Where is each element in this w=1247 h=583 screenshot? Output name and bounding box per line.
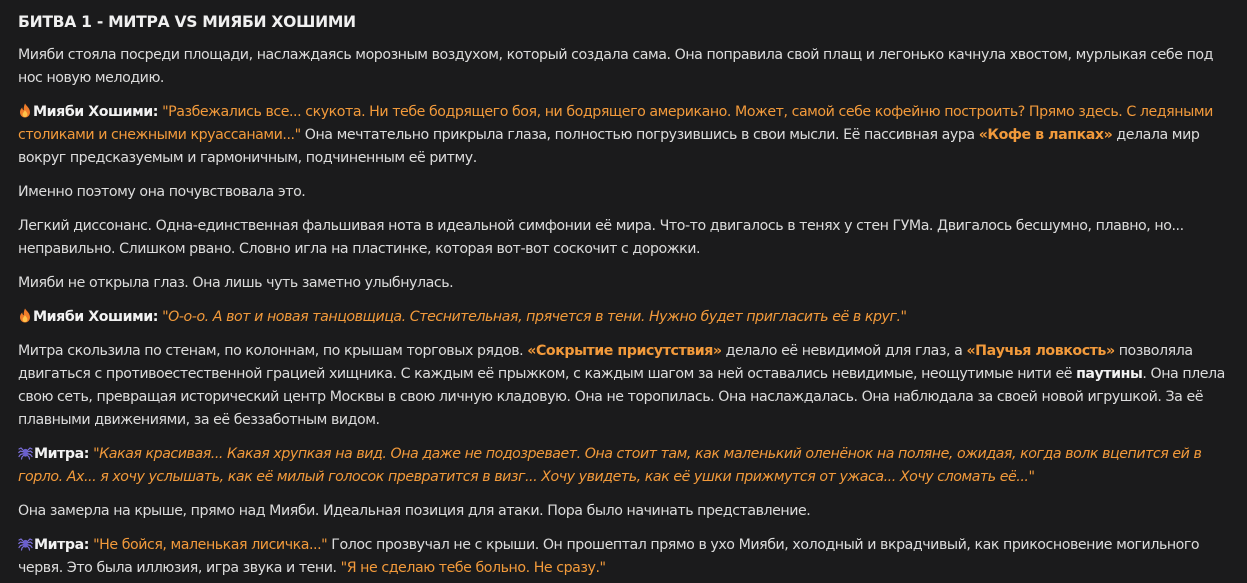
narration-text: позволяла двигаться с противоестественной грацией хищника. С каждым её прыжком, с каждым шагом за ней оставались невидимые, неощутимые нити её xyxy=(18,343,1193,382)
paragraph-9: Она замерла на крыше, прямо над Мияби. Идеальная позиция для атаки. Пора было начинать представление. xyxy=(18,503,811,519)
spider-icon xyxy=(18,534,33,557)
narration-text: Митра скользила по стенам, по колоннам, по крышам торговых рядов. xyxy=(18,343,528,359)
paragraph-8 xyxy=(18,443,1233,489)
dialogue-quote: "Не бойся, маленькая лисичка..." xyxy=(93,537,328,553)
dialogue-quote: "Я не сделаю тебе больно. Не сразу." xyxy=(340,560,606,576)
speaker-name: Мияби Хошими: xyxy=(33,104,159,120)
dialogue-quote: "О-о-о. А вот и новая танцовщица. Стеснительная, прячется в тени. Нужно будет пригласить её в круг." xyxy=(162,309,907,325)
paragraph-4: Легкий диссонанс. Одна-единственная фальшивая нота в идеальной симфонии её мира. Что-то двигалось в тенях у стен ГУМа. Двигалось бесшумно, плавно, но... неправильно. Слишком рвано. Словно игла на пластинке, которая вот-вот соскочит с дорожки. xyxy=(18,218,1184,257)
speaker-name: Митра: xyxy=(34,537,89,553)
paragraph-10 xyxy=(18,534,1233,580)
narration-text: Голос прозвучал не с крыши. Он прошептал прямо в ухо Мияби, холодный и вкрадчивый, как прикосновение могильного червя. Это была иллюзия, игра звука и тени. xyxy=(18,537,1200,576)
spider-icon xyxy=(18,443,33,466)
skill-name: «Сокрытие присутствия» xyxy=(527,343,722,359)
fire-icon xyxy=(18,101,32,124)
skill-name: «Кофе в лапках» xyxy=(978,127,1113,143)
narration-text: делало её невидимой для глаз, а xyxy=(721,343,967,359)
narration-text: делала мир вокруг предсказуемым и гармоничным, подчиненным её ритму. xyxy=(18,127,1200,166)
dialogue-quote: "Разбежались все... скукота. Ни тебе бодрящего боя, ни бодрящего американо. Может, самой себе кофейню построить? Прямо здесь. С ледяными столиками и снежными круассанами..." xyxy=(18,104,1213,143)
page-title: БИТВА 1 - МИТРА VS МИЯБИ ХОШИМИ xyxy=(18,13,356,31)
narration-text: Она мечтательно прикрыла глаза, полностью погрузившись в свои мысли. Её пассивная аура xyxy=(300,127,979,143)
paragraph-3: Именно поэтому она почувствовала это. xyxy=(18,184,306,200)
paragraph-6 xyxy=(18,306,1233,329)
dialogue-quote: "Какая красивая... Какая хрупкая на вид. Она даже не подозревает. Она стоит там, как маленький оленёнок на поляне, ожидая, когда волк вцепится ей в горло. Ах... я хочу услышать, как её милый голосок превратится в визг... Хочу увидеть, как её ушки прижмутся от ужаса... Хочу сломать её..." xyxy=(18,446,1202,485)
speaker-name: Мияби Хошими: xyxy=(33,309,159,325)
fire-icon xyxy=(18,306,32,329)
paragraph-5: Мияби не открыла глаз. Она лишь чуть заметно улыбнулась. xyxy=(18,275,454,291)
skill-name: «Паучья ловкость» xyxy=(966,343,1115,359)
paragraph-2 xyxy=(18,101,1233,170)
paragraph-7 xyxy=(18,340,1233,432)
speaker-name: Митра: xyxy=(34,446,89,462)
narration-text: . Она плела свою сеть, превращая исторический центр Москвы в свою личную кладовую. Она не торопилась. Она наслаждалась. Она наблюдала за своей новой игрушкой. За её плавными движениями, за её беззаботным видом. xyxy=(18,366,1225,428)
emphasis-text: паутины xyxy=(1076,366,1143,382)
paragraph-1: Мияби стояла посреди площади, наслаждаясь морозным воздухом, который создала сама. Она поправила свой плащ и легонько качнула хвостом, мурлыкая себе под нос новую мелодию. xyxy=(18,47,1213,86)
